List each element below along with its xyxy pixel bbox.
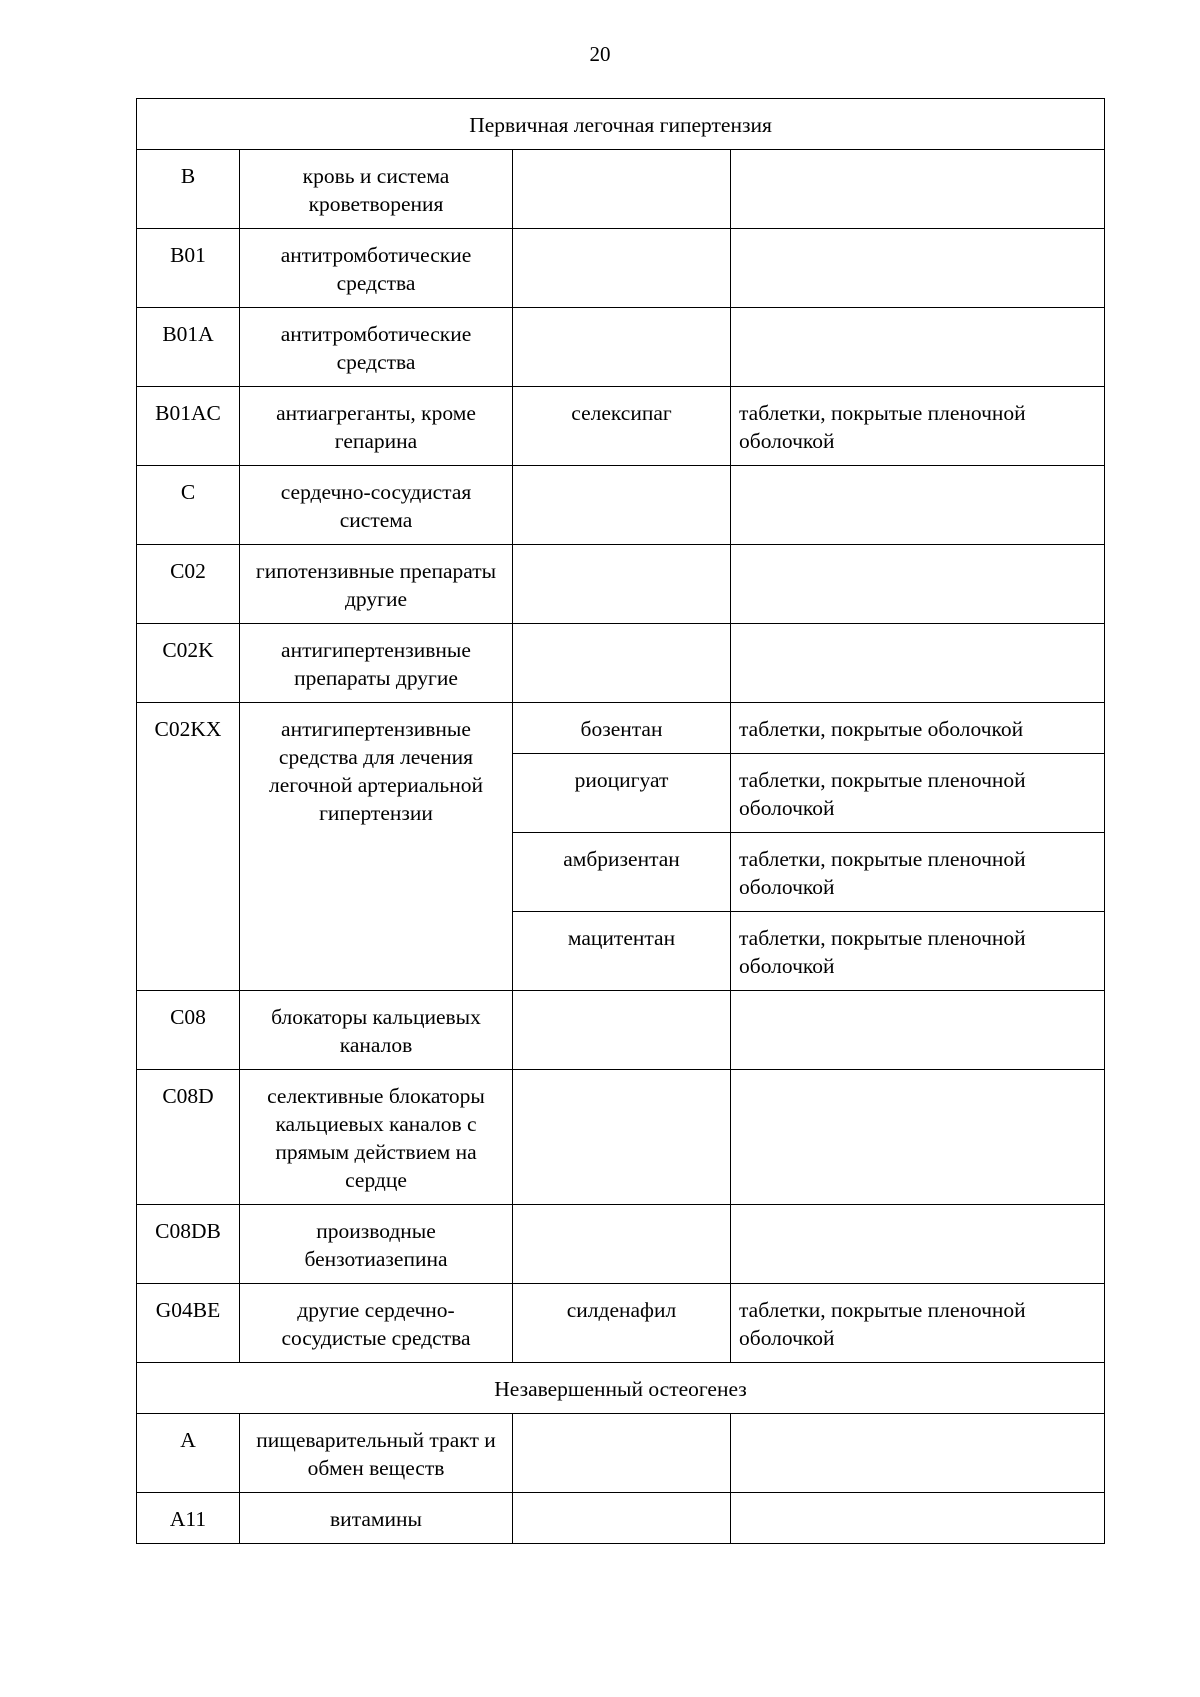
dosage-form [731,624,1105,703]
atc-group: блокаторы кальциевых каналов [240,991,513,1070]
dosage-form [731,1414,1105,1493]
dosage-form [731,150,1105,229]
drug-name: селексипаг [513,387,731,466]
atc-code: C02KX [137,703,240,991]
atc-group: кровь и система кроветворения [240,150,513,229]
table-row [137,1284,1105,1363]
section-title: Первичная легочная гипертензия [137,99,1105,150]
atc-group: антигипертензивные средства для лечения легочной артериальной гипертензии [240,703,513,991]
table-row [137,991,1105,1070]
dosage-form: таблетки, покрытые пленочной оболочкой [731,387,1105,466]
atc-code: G04BE [137,1284,240,1363]
dosage-form [731,229,1105,308]
dosage-form: таблетки, покрытые оболочкой [731,703,1105,754]
table-row [137,229,1105,308]
dosage-form [731,991,1105,1070]
dosage-form [731,1070,1105,1205]
dosage-form [731,1493,1105,1544]
atc-code: B01AC [137,387,240,466]
section-header-row [137,1363,1105,1414]
atc-code: B [137,150,240,229]
atc-group: пищеварительный тракт и обмен веществ [240,1414,513,1493]
atc-group: гипотензивные препараты другие [240,545,513,624]
drug-name [513,624,731,703]
atc-code: A11 [137,1493,240,1544]
section-title: Незавершенный остеогенез [137,1363,1105,1414]
drug-name: мацитентан [513,912,731,991]
table-row [137,150,1105,229]
atc-group: производные бензотиазепина [240,1205,513,1284]
drug-name [513,1205,731,1284]
table-row [137,624,1105,703]
table-row [137,1493,1105,1544]
table-row [137,1205,1105,1284]
dosage-form: таблетки, покрытые пленочной оболочкой [731,912,1105,991]
atc-group: антитромботические средства [240,229,513,308]
dosage-form [731,308,1105,387]
table-row [137,1414,1105,1493]
drug-name [513,1414,731,1493]
table-row [137,308,1105,387]
drug-name [513,150,731,229]
section-header-row [137,99,1105,150]
drug-name [513,229,731,308]
drug-name: риоцигуат [513,754,731,833]
atc-group: витамины [240,1493,513,1544]
dosage-form: таблетки, покрытые пленочной оболочкой [731,833,1105,912]
table-row [137,703,1105,754]
atc-code: B01 [137,229,240,308]
drug-name: амбризентан [513,833,731,912]
table-row [137,466,1105,545]
drug-name [513,466,731,545]
atc-code: A [137,1414,240,1493]
dosage-form [731,1205,1105,1284]
dosage-form: таблетки, покрытые пленочной оболочкой [731,754,1105,833]
atc-code: C02 [137,545,240,624]
table-row [137,1070,1105,1205]
drug-name: силденафил [513,1284,731,1363]
drug-name [513,545,731,624]
drug-name [513,1493,731,1544]
atc-group: селективные блокаторы кальциевых каналов с прямым действием на сердце [240,1070,513,1205]
atc-code: C08 [137,991,240,1070]
atc-group: сердечно-сосудистая система [240,466,513,545]
dosage-form: таблетки, покрытые пленочной оболочкой [731,1284,1105,1363]
drug-name [513,308,731,387]
atc-code: B01A [137,308,240,387]
drug-table [136,98,1105,1544]
table-row [137,545,1105,624]
drug-name: бозентан [513,703,731,754]
atc-code: C08D [137,1070,240,1205]
page-number: 20 [589,42,611,66]
atc-code: C [137,466,240,545]
atc-group: антитромботические средства [240,308,513,387]
atc-group: другие сердечно-сосудистые средства [240,1284,513,1363]
drug-name [513,1070,731,1205]
dosage-form [731,466,1105,545]
table-row [137,387,1105,466]
atc-group: антиагреганты, кроме гепарина [240,387,513,466]
atc-group: антигипертензивные препараты другие [240,624,513,703]
dosage-form [731,545,1105,624]
atc-code: C02K [137,624,240,703]
drug-name [513,991,731,1070]
atc-code: C08DB [137,1205,240,1284]
